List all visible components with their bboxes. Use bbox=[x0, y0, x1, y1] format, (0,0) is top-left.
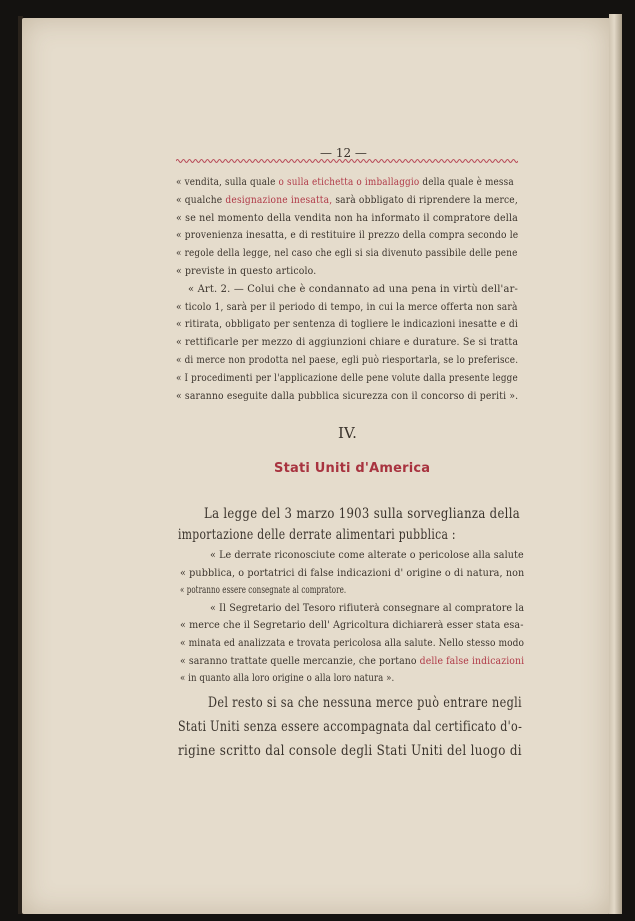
highlighted-phrase: designazione inesatta, bbox=[225, 193, 333, 206]
text-segment: « Art. 2. — Colui che è condannato ad una pena in virtù dell'ar- bbox=[188, 282, 519, 295]
text-segment: « di merce non prodotta nel paese, egli può riesportarla, se lo preferisce. bbox=[176, 354, 519, 366]
text-segment: « ticolo 1, sarà per il periodo di tempo, in cui la merce offerta non sarà bbox=[176, 300, 518, 313]
text-segment: « qualche bbox=[176, 193, 226, 206]
text-line bbox=[176, 354, 518, 366]
text-segment: « minata ed analizzata e trovata pericolosa alla salute. Nello stesso modo bbox=[180, 638, 525, 649]
text-segment: « ritirata, obbligato per sentenza di togliere le indicazioni inesatte e di bbox=[176, 318, 518, 331]
text-segment: « merce che il Segretario dell' Agricoltura dichiarerà esser stata esa- bbox=[180, 620, 524, 632]
page-number: — 12 — bbox=[320, 146, 367, 160]
page-stack-edge bbox=[609, 14, 622, 914]
text-line bbox=[176, 212, 518, 224]
text-line bbox=[176, 229, 518, 241]
text-segment: « provenienza inesatta, e di restituire il prezzo della compra secondo le bbox=[176, 229, 519, 242]
text-line bbox=[188, 283, 518, 295]
text-segment: « I procedimenti per l'applicazione delle pene volute dalla presente legge bbox=[176, 371, 518, 384]
text-segment: « pubblica, o portatrici di false indicazioni d' origine o di natura, non bbox=[180, 567, 525, 579]
text-segment: « regole della legge, nel caso che egli si sia divenuto passibile delle pene bbox=[176, 247, 518, 260]
text-line bbox=[178, 527, 456, 543]
text-segment: Stati Uniti senza essere accompagnata dal certificato d'o- bbox=[178, 718, 523, 735]
text-segment: « se nel momento della vendita non ha informato il compratore della bbox=[176, 211, 518, 224]
text-line bbox=[208, 695, 522, 711]
text-segment: « in quanto alla loro origine o alla loro natura ». bbox=[180, 673, 395, 685]
text-segment: « saranno trattate quelle mercanzie, che portano bbox=[180, 655, 420, 667]
text-line bbox=[176, 390, 518, 402]
text-line bbox=[176, 265, 316, 277]
text-line bbox=[180, 585, 346, 596]
text-segment: Del resto si sa che nessuna merce può entrare negli bbox=[208, 695, 522, 711]
text-segment: « potranno essere consegnate al compratore. bbox=[180, 585, 347, 597]
text-line bbox=[180, 620, 524, 631]
section-number: IV. bbox=[338, 424, 357, 442]
text-segment: « Il Segretario del Tesoro rifiuterà consegnare al compratore la bbox=[210, 602, 525, 614]
text-segment: « previste in questo articolo. bbox=[176, 265, 317, 277]
text-line bbox=[176, 176, 514, 188]
text-segment: della quale è messa bbox=[419, 176, 514, 188]
text-segment: rigine scritto dal console degli Stati Uniti del luogo di bbox=[178, 742, 522, 759]
section-title: Stati Uniti d'America bbox=[274, 461, 431, 476]
text-line bbox=[180, 656, 524, 667]
text-segment: « Le derrate riconosciute come alterate o pericolose alla salute bbox=[210, 550, 524, 561]
text-line bbox=[178, 743, 522, 759]
text-line bbox=[176, 301, 518, 313]
text-segment: « vendita, sulla quale bbox=[176, 176, 279, 188]
text-line bbox=[176, 194, 518, 206]
highlighted-phrase: delle false indicazioni bbox=[419, 655, 525, 667]
text-line bbox=[176, 372, 518, 384]
text-line bbox=[176, 336, 518, 348]
text-segment: importazione delle derrate alimentari pubblica : bbox=[178, 526, 456, 543]
highlighted-phrase: o sulla etichetta o imballaggio bbox=[278, 176, 420, 188]
text-segment: sarà obbligato di riprendere la merce, bbox=[332, 193, 518, 206]
text-line bbox=[210, 550, 524, 561]
text-segment: « rettificarle per mezzo di aggiunzioni chiare e durature. Se si tratta bbox=[176, 336, 519, 349]
text-line bbox=[210, 603, 524, 614]
text-line bbox=[180, 568, 524, 579]
text-segment: « saranno eseguite dalla pubblica sicurezza con il concorso di periti ». bbox=[176, 389, 519, 402]
text-line bbox=[180, 673, 394, 684]
text-segment: La legge del 3 marzo 1903 sulla sorveglianza della bbox=[204, 506, 521, 522]
text-line bbox=[204, 506, 520, 522]
text-line bbox=[178, 719, 522, 735]
text-line bbox=[180, 638, 524, 649]
text-line bbox=[176, 247, 518, 259]
text-line bbox=[176, 318, 518, 330]
decorative-wavy-rule bbox=[176, 157, 518, 165]
